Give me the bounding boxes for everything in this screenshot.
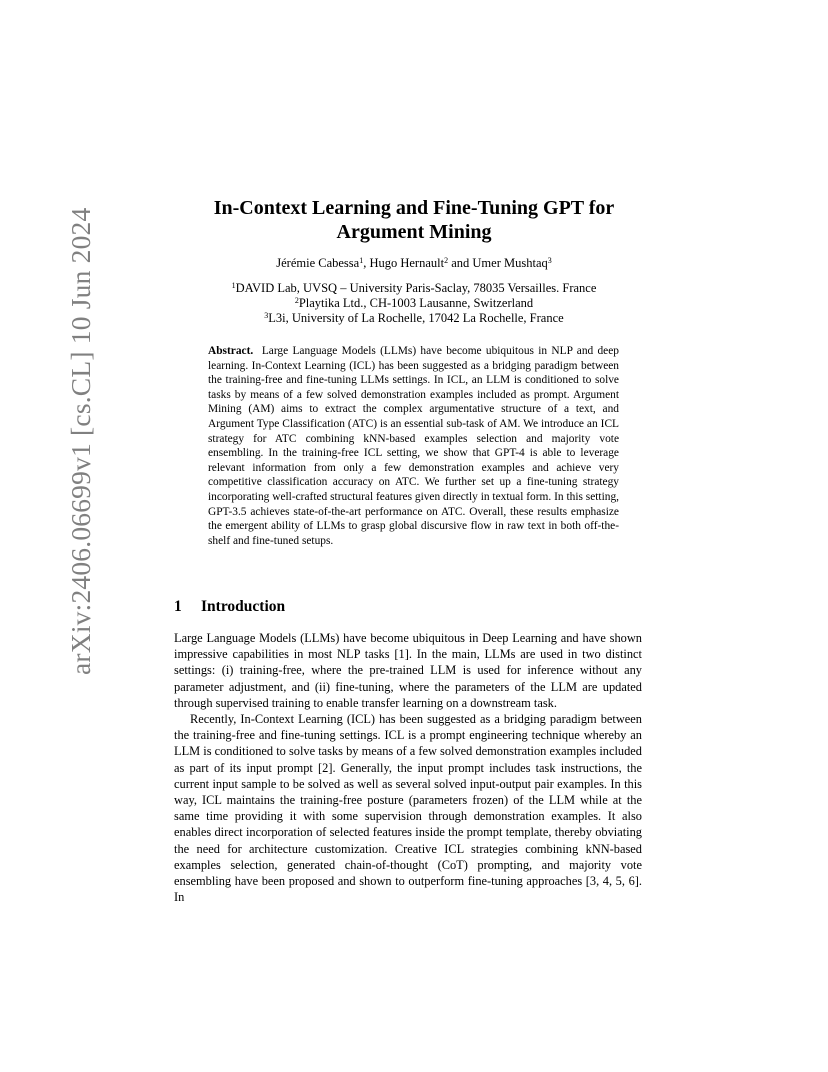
author-name: Umer Mushtaq: [472, 256, 548, 270]
affiliation-mark: 2: [294, 296, 299, 306]
author-affiliation-mark: 1: [359, 256, 364, 265]
affiliation-line: [140, 296, 688, 311]
abstract-label: Abstract.: [208, 345, 254, 357]
author-list: [140, 256, 688, 271]
paper-title: [140, 196, 688, 244]
section-body: [174, 630, 642, 905]
section-heading: [174, 598, 654, 616]
affiliation-text: L3i, University of La Rochelle, 17042 La Rochelle, France: [268, 311, 564, 326]
author-separator: and: [448, 256, 473, 270]
author-name: Jérémie Cabessa: [276, 256, 360, 270]
title-line-1: In-Context Learning and Fine-Tuning GPT for: [213, 197, 615, 219]
author-separator: ,: [363, 256, 370, 270]
abstract: [208, 344, 619, 548]
affiliation-text: Playtika Ltd., CH-1003 Lausanne, Switzerland: [298, 296, 534, 311]
section-number: 1: [174, 598, 182, 615]
title-line-2: Argument Mining: [336, 221, 492, 243]
section-title: Introduction: [201, 598, 286, 615]
affiliation-line: [140, 311, 688, 326]
affiliation-line: [140, 281, 688, 296]
affiliation-mark: 3: [264, 311, 269, 321]
abstract-text: Large Language Models (LLMs) have become ubiquitous in NLP and deep learning. In-Context Learning (ICL) has been suggested as a bridging paradigm between the training-free and fine-tuning LLMs settings. In ICL, an LLM is conditioned to solve tasks by means of a few solved demonstration examples included as prompt. Argument Mining (AM) aims to extract the complex argumentative structure of a text, and Argument Type Classification (ATC) is an essential sub-task of AM. We introduce an ICL strategy for ATC combining kNN-based examples selection and majority vote ensembling. In the training-free ICL setting, we show that GPT-4 is able to leverage relevant information from only a few demonstration examples and achieve very competitive classification accuracy on ATC. We further set up a fine-tuning strategy incorporating well-crafted structural features given directly in textual form. In this setting, GPT-3.5 achieves state-of-the-art performance on ATC. Overall, these results emphasize the emergent ability of LLMs to grasp global discursive flow in raw text in both off-the-shelf and fine-tuned setups.: [208, 345, 619, 547]
author-affiliation-mark: 2: [444, 256, 449, 265]
body-paragraph: Recently, In-Context Learning (ICL) has been suggested as a bridging paradigm between the training-free and fine-tuning settings. ICL is a prompt engineering technique whereby an LLM is conditioned to solve tasks by means of a few solved demonstration examples included as part of its input prompt [2]. Generally, the input prompt includes task instructions, the current input sample to be solved as well as several solved input-output pair examples. In this way, ICL maintains the training-free posture (parameters frozen) of the LLM while at the same time providing it with some supervision through demonstration examples. It also enables direct incorporation of selected features inside the prompt template, thereby obviating the need for architecture customization. Creative ICL strategies combining kNN-based examples selection, generated chain-of-thought (CoT) prompting, and majority vote ensembling have been proposed and shown to outperform fine-tuning approaches [3, 4, 5, 6]. In: [174, 712, 642, 905]
author-affiliation-mark: 3: [547, 256, 552, 265]
arxiv-identifier-stamp: [12, 207, 96, 675]
affiliation-text: DAVID Lab, UVSQ – University Paris-Saclay, 78035 Versailles. France: [235, 281, 597, 295]
affiliation-list: [140, 281, 688, 327]
affiliation-mark: 1: [231, 281, 236, 290]
body-paragraph: Large Language Models (LLMs) have become ubiquitous in Deep Learning and have shown impressive capabilities in most NLP tasks [1]. In the main, LLMs are used in two distinct settings: (i) training-free, where the pre-trained LLM is used for inference without any parameter adjustment, and (ii) fine-tuning, where the parameters of the LLM are updated through supervised training to enable transfer learning on a downstream task.: [174, 631, 642, 710]
author-name: Hugo Hernault: [369, 256, 445, 270]
arxiv-identifier-text: arXiv:2406.06699v1 [cs.CL] 10 Jun 2024: [65, 207, 96, 675]
